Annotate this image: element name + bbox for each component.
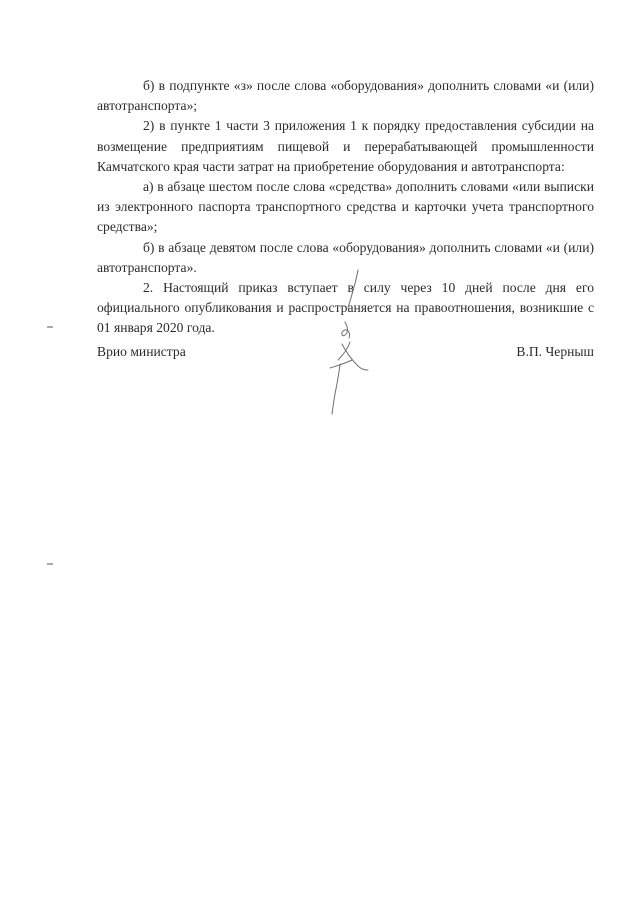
scan-artifact-mark (47, 563, 53, 565)
scan-artifact-mark (47, 326, 53, 328)
paragraph-2a-sixth-indent: а) в абзаце шестом после слова «средства» дополнить словами «или выписки из электронного паспорта транспортного средства и карточки учета транспортного средства»; (97, 179, 594, 235)
paragraph-effective-date: 2. Настоящий приказ вступает в силу через 10 дней после дня его официального опубликования и распространяется на правоотношения, возникшие с 01 января 2020 года. (97, 280, 594, 336)
signatory-position: Врио министра (97, 344, 186, 359)
paragraph-1b-subparagraph-z: б) в подпункте «з» после слова «оборудования» дополнить словами «и (или) автотранспорта»; (97, 78, 594, 114)
paragraph-2-point-1-part-3: 2) в пункте 1 части 3 приложения 1 к порядку предоставления субсидии на возмещение предприятиям пищевой и перерабатывающей промышленности Камчатского края части затрат на приобретение оборудования и автотранспорта: (97, 118, 594, 174)
handwritten-signature (318, 268, 378, 418)
signatory-name: В.П. Черныш (516, 344, 594, 359)
paragraph-2b-ninth-indent: б) в абзаце девятом после слова «оборудования» дополнить словами «и (или) автотранспорта». (97, 239, 594, 275)
